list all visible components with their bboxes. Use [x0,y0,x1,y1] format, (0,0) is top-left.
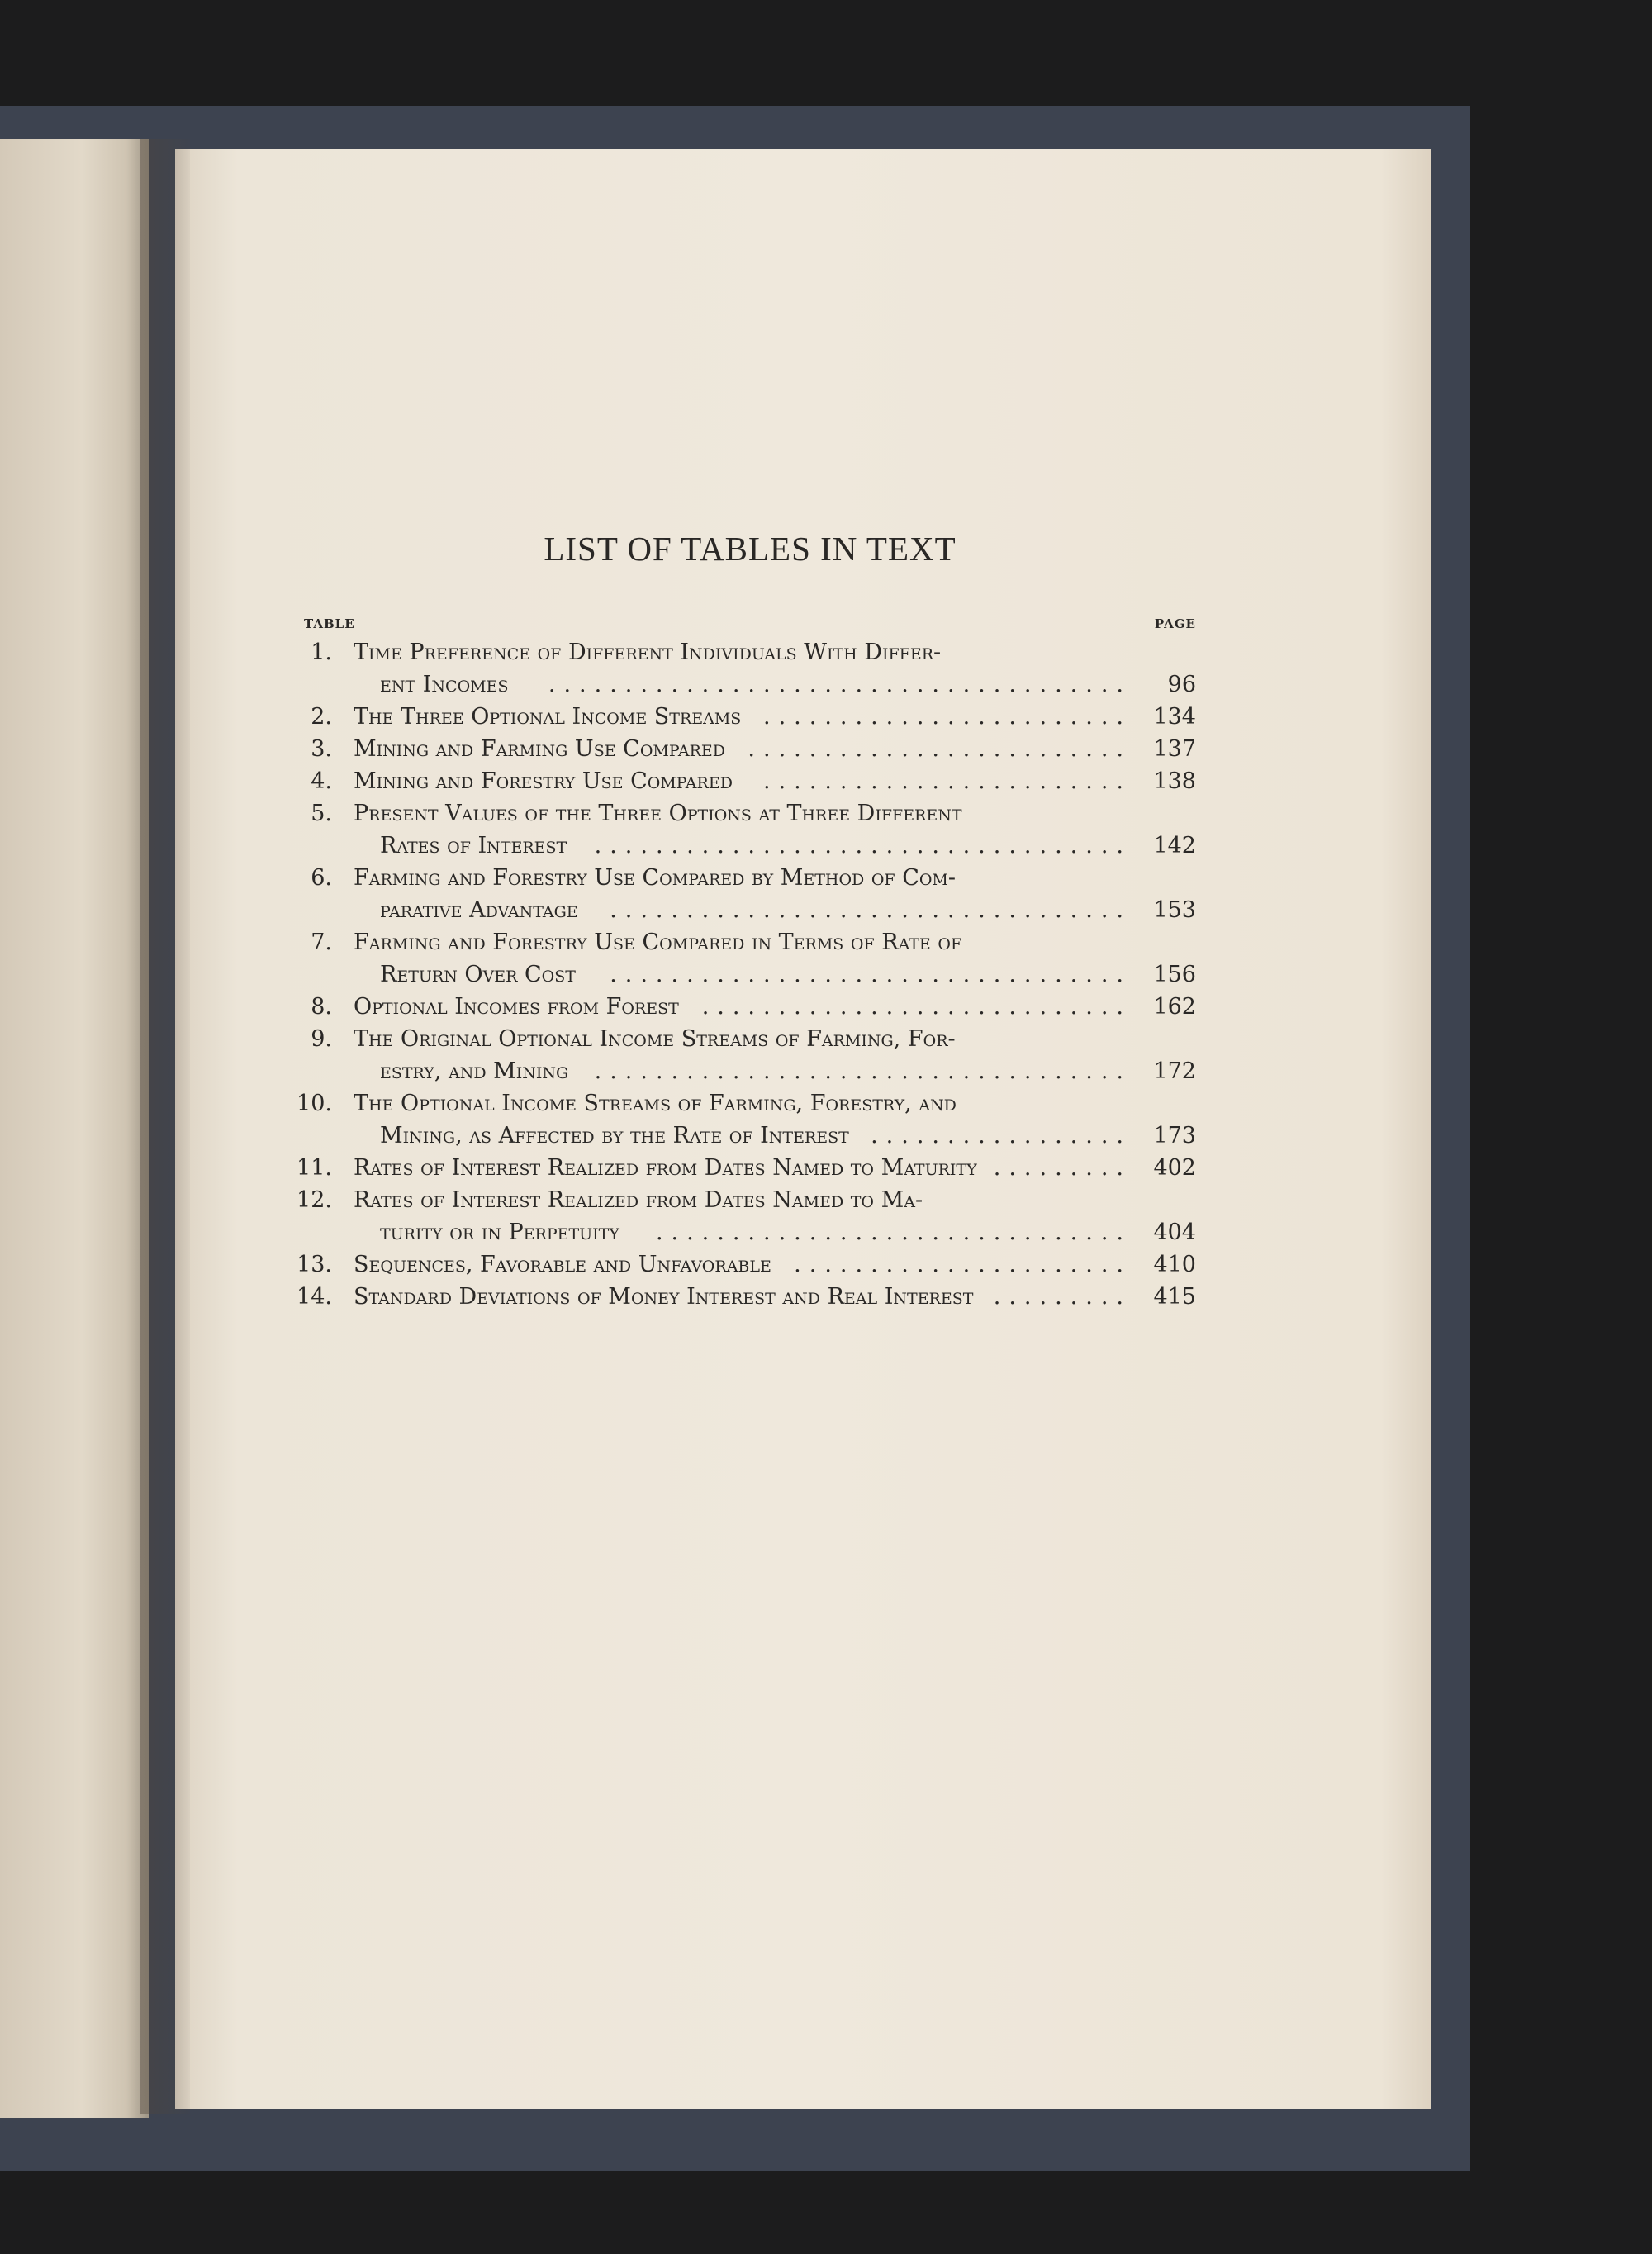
table-title: Mining and Farming Use Compared [354,736,726,762]
entry-line [304,636,1196,668]
entry-line [297,1152,1196,1184]
dot-leader: ...................... [794,1252,1132,1277]
table-entry [304,701,1196,733]
table-entry [304,926,1196,991]
entry-line [297,1184,1196,1216]
table-title: Standard Deviations of Money Interest and Real Interest [354,1284,974,1310]
table-title: The Original Optional Income Streams of Farming, For- [354,1026,956,1052]
entry-line [304,958,1196,991]
dot-leader: ......................... [748,736,1132,762]
entry-line [304,797,1196,830]
table-entry [304,636,1196,701]
page-number: 153 [1153,897,1196,923]
table-list [297,529,1196,1313]
table-title: Time Preference of Different Individuals With Differ- [354,640,942,665]
entry-line [304,1055,1196,1087]
page-number: 415 [1153,1284,1196,1310]
table-number: 14. [297,1284,332,1310]
page-number: 404 [1153,1220,1196,1245]
page-number: 96 [1167,672,1196,697]
entry-line [297,1248,1196,1281]
table-entry [297,1087,1196,1152]
dot-leader: ...................................... [548,672,1132,697]
entry-line [304,668,1196,701]
page-number: 162 [1153,994,1196,1020]
table-title: Mining and Forestry Use Compared [354,768,733,794]
table-entry [304,765,1196,797]
table-number: 3. [311,736,332,762]
page-number: 137 [1153,736,1196,762]
left-page-edge [0,139,149,2118]
table-entry [297,1281,1196,1313]
page-title: LIST OF TABLES IN TEXT [544,530,957,568]
table-number: 10. [297,1091,332,1116]
table-title: Optional Incomes from Forest [354,994,679,1020]
dot-leader: ......... [993,1155,1132,1181]
dot-leader: ................................... [594,833,1132,858]
table-number: 1. [311,640,332,665]
table-title: Present Values of the Three Options at Three Different [354,801,962,826]
table-title: estry, and Mining [380,1058,569,1084]
entry-line [297,1281,1196,1313]
table-entry [304,991,1196,1023]
page-number: 402 [1153,1155,1196,1181]
dot-leader: .................................. [610,897,1132,923]
table-entry [304,797,1196,862]
entry-line [304,1216,1196,1248]
entry-list [297,636,1196,1313]
entry-line [304,991,1196,1023]
entry-line [304,1120,1196,1152]
table-entry [297,1152,1196,1184]
entry-line [304,926,1196,958]
table-title: The Three Optional Income Streams [354,704,742,730]
table-number: 11. [297,1155,332,1181]
entry-line [304,701,1196,733]
table-title: The Optional Income Streams of Farming, Forestry, and [354,1091,957,1116]
column-headings [304,616,1196,636]
page-number: 138 [1153,768,1196,794]
table-number: 7. [311,930,332,955]
page-number: 156 [1153,962,1196,987]
entry-line [304,733,1196,765]
page-number: 173 [1153,1123,1196,1148]
page-number: 410 [1153,1252,1196,1277]
table-entry [304,1023,1196,1087]
entry-line [304,765,1196,797]
table-title: parative Advantage [380,897,578,923]
table-number: 9. [311,1026,332,1052]
table-number: 5. [311,801,332,826]
table-title: Rates of Interest Realized from Dates Named to Maturity [354,1155,977,1181]
page-number: 134 [1153,704,1196,730]
table-number: 13. [297,1252,332,1277]
page-number: 142 [1153,833,1196,858]
table-number: 4. [311,768,332,794]
table-number: 6. [311,865,332,891]
table-title: Farming and Forestry Use Compared by Method of Com- [354,865,957,891]
page-column-label: PAGE [1154,616,1196,631]
dot-leader: ................. [871,1123,1132,1148]
entry-line [297,1087,1196,1120]
table-title: Return Over Cost [380,962,576,987]
table-column-label: TABLE [304,616,355,631]
table-entry [297,1184,1196,1248]
table-title: ent Incomes [380,672,509,697]
table-title: turity or in Perpetuity [380,1220,620,1245]
entry-line [304,862,1196,894]
table-entry [304,862,1196,926]
table-title: Rates of Interest [380,833,567,858]
table-title: Rates of Interest Realized from Dates Named to Ma- [354,1187,923,1213]
table-number: 8. [311,994,332,1020]
dot-leader: ........................ [763,768,1132,794]
dot-leader: ................................... [594,1058,1132,1084]
table-title: Farming and Forestry Use Compared in Terms of Rate of [354,930,962,955]
dot-leader: ........................ [763,704,1132,730]
entry-line [304,894,1196,926]
table-number: 12. [297,1187,332,1213]
page-number: 172 [1153,1058,1196,1084]
dot-leader: ......... [993,1284,1132,1310]
table-number: 2. [311,704,332,730]
entry-line [304,830,1196,862]
dot-leader: ............................ [701,994,1132,1020]
dot-leader: ............................... [655,1220,1132,1245]
table-title: Sequences, Favorable and Unfavorable [354,1252,771,1277]
table-title: Mining, as Affected by the Rate of Interest [380,1123,849,1148]
table-entry [304,733,1196,765]
gutter-shadow [140,139,190,2114]
entry-line [304,1023,1196,1055]
dot-leader: .................................. [610,962,1132,987]
table-entry [297,1248,1196,1281]
